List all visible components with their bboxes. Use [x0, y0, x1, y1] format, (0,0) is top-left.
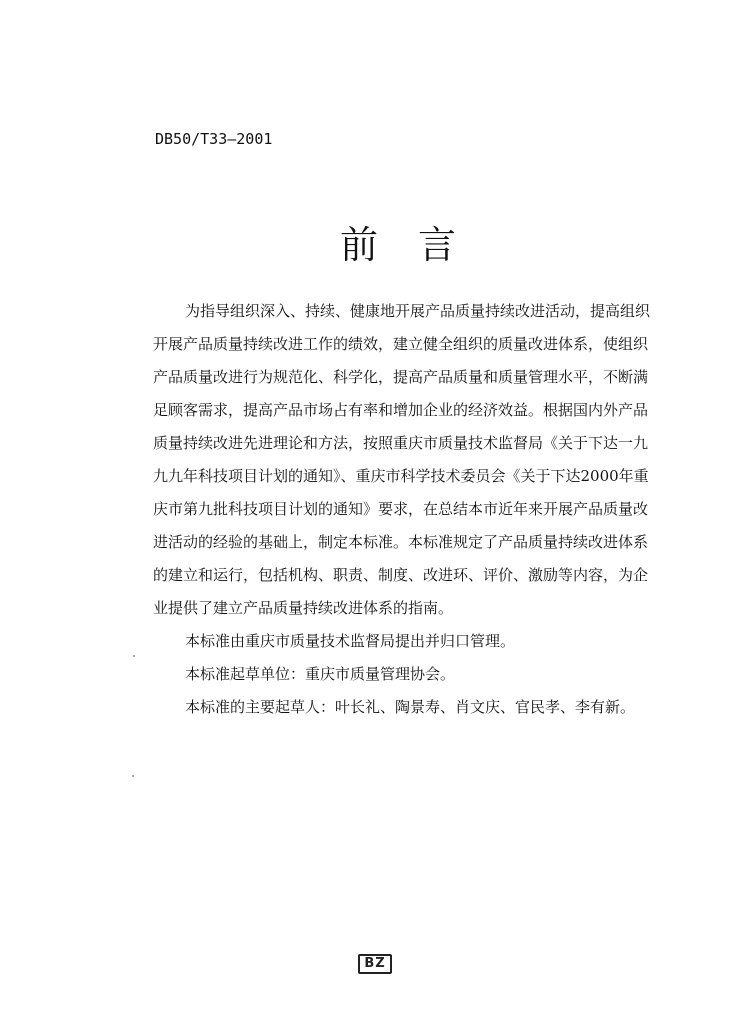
paragraph-line: 业提供了建立产品质量持续改进体系的指南。 — [153, 599, 454, 617]
paragraph-line: 九九年科技项目计划的通知》、重庆市科学技术委员会《关于下达2000年重 — [153, 467, 649, 485]
paragraph-line: 的建立和运行，包括机构、职责、制度、改进环、评价、激励等内容，为企 — [153, 566, 649, 584]
preface-body — [153, 295, 737, 724]
bz-logo: BZ — [358, 954, 392, 974]
management-statement: 本标准由重庆市质量技术监督局提出并归口管理。 — [185, 632, 516, 650]
paragraph-line: 质量持续改进先进理论和方法，按照重庆市质量技术监督局《关于下达一九 — [153, 434, 649, 452]
paragraph-line: 产品质量改进行为规范化、科学化，提高产品质量和质量管理水平，不断满 — [153, 368, 649, 386]
paragraph-line: 为指导组织深入、持续、健康地开展产品质量持续改进活动，提高组织 — [185, 302, 651, 320]
page-title: 前言 — [340, 223, 497, 267]
paragraph-line: 足顾客需求，提高产品市场占有率和增加企业的经济效益。根据国内外产品 — [153, 401, 649, 419]
drafters-statement: 本标准的主要起草人：叶长礼、陶景寿、肖文庆、官民孝、李有新。 — [185, 698, 636, 716]
drafting-unit-statement: 本标准起草单位：重庆市质量管理协会。 — [185, 665, 456, 683]
document-code: DB50/T33—2001 — [155, 130, 273, 148]
paragraph-line: 进活动的经验的基础上，制定本标准。本标准规定了产品质量持续改进体系 — [153, 533, 649, 551]
scan-speck — [132, 775, 134, 777]
paragraph-line: 庆市第九批科技项目计划的通知》要求，在总结本市近年来开展产品质量改 — [153, 500, 649, 518]
scan-speck — [133, 655, 135, 657]
paragraph-line: 开展产品质量持续改进工作的绩效，建立健全组织的质量改进体系，使组织 — [153, 335, 649, 353]
